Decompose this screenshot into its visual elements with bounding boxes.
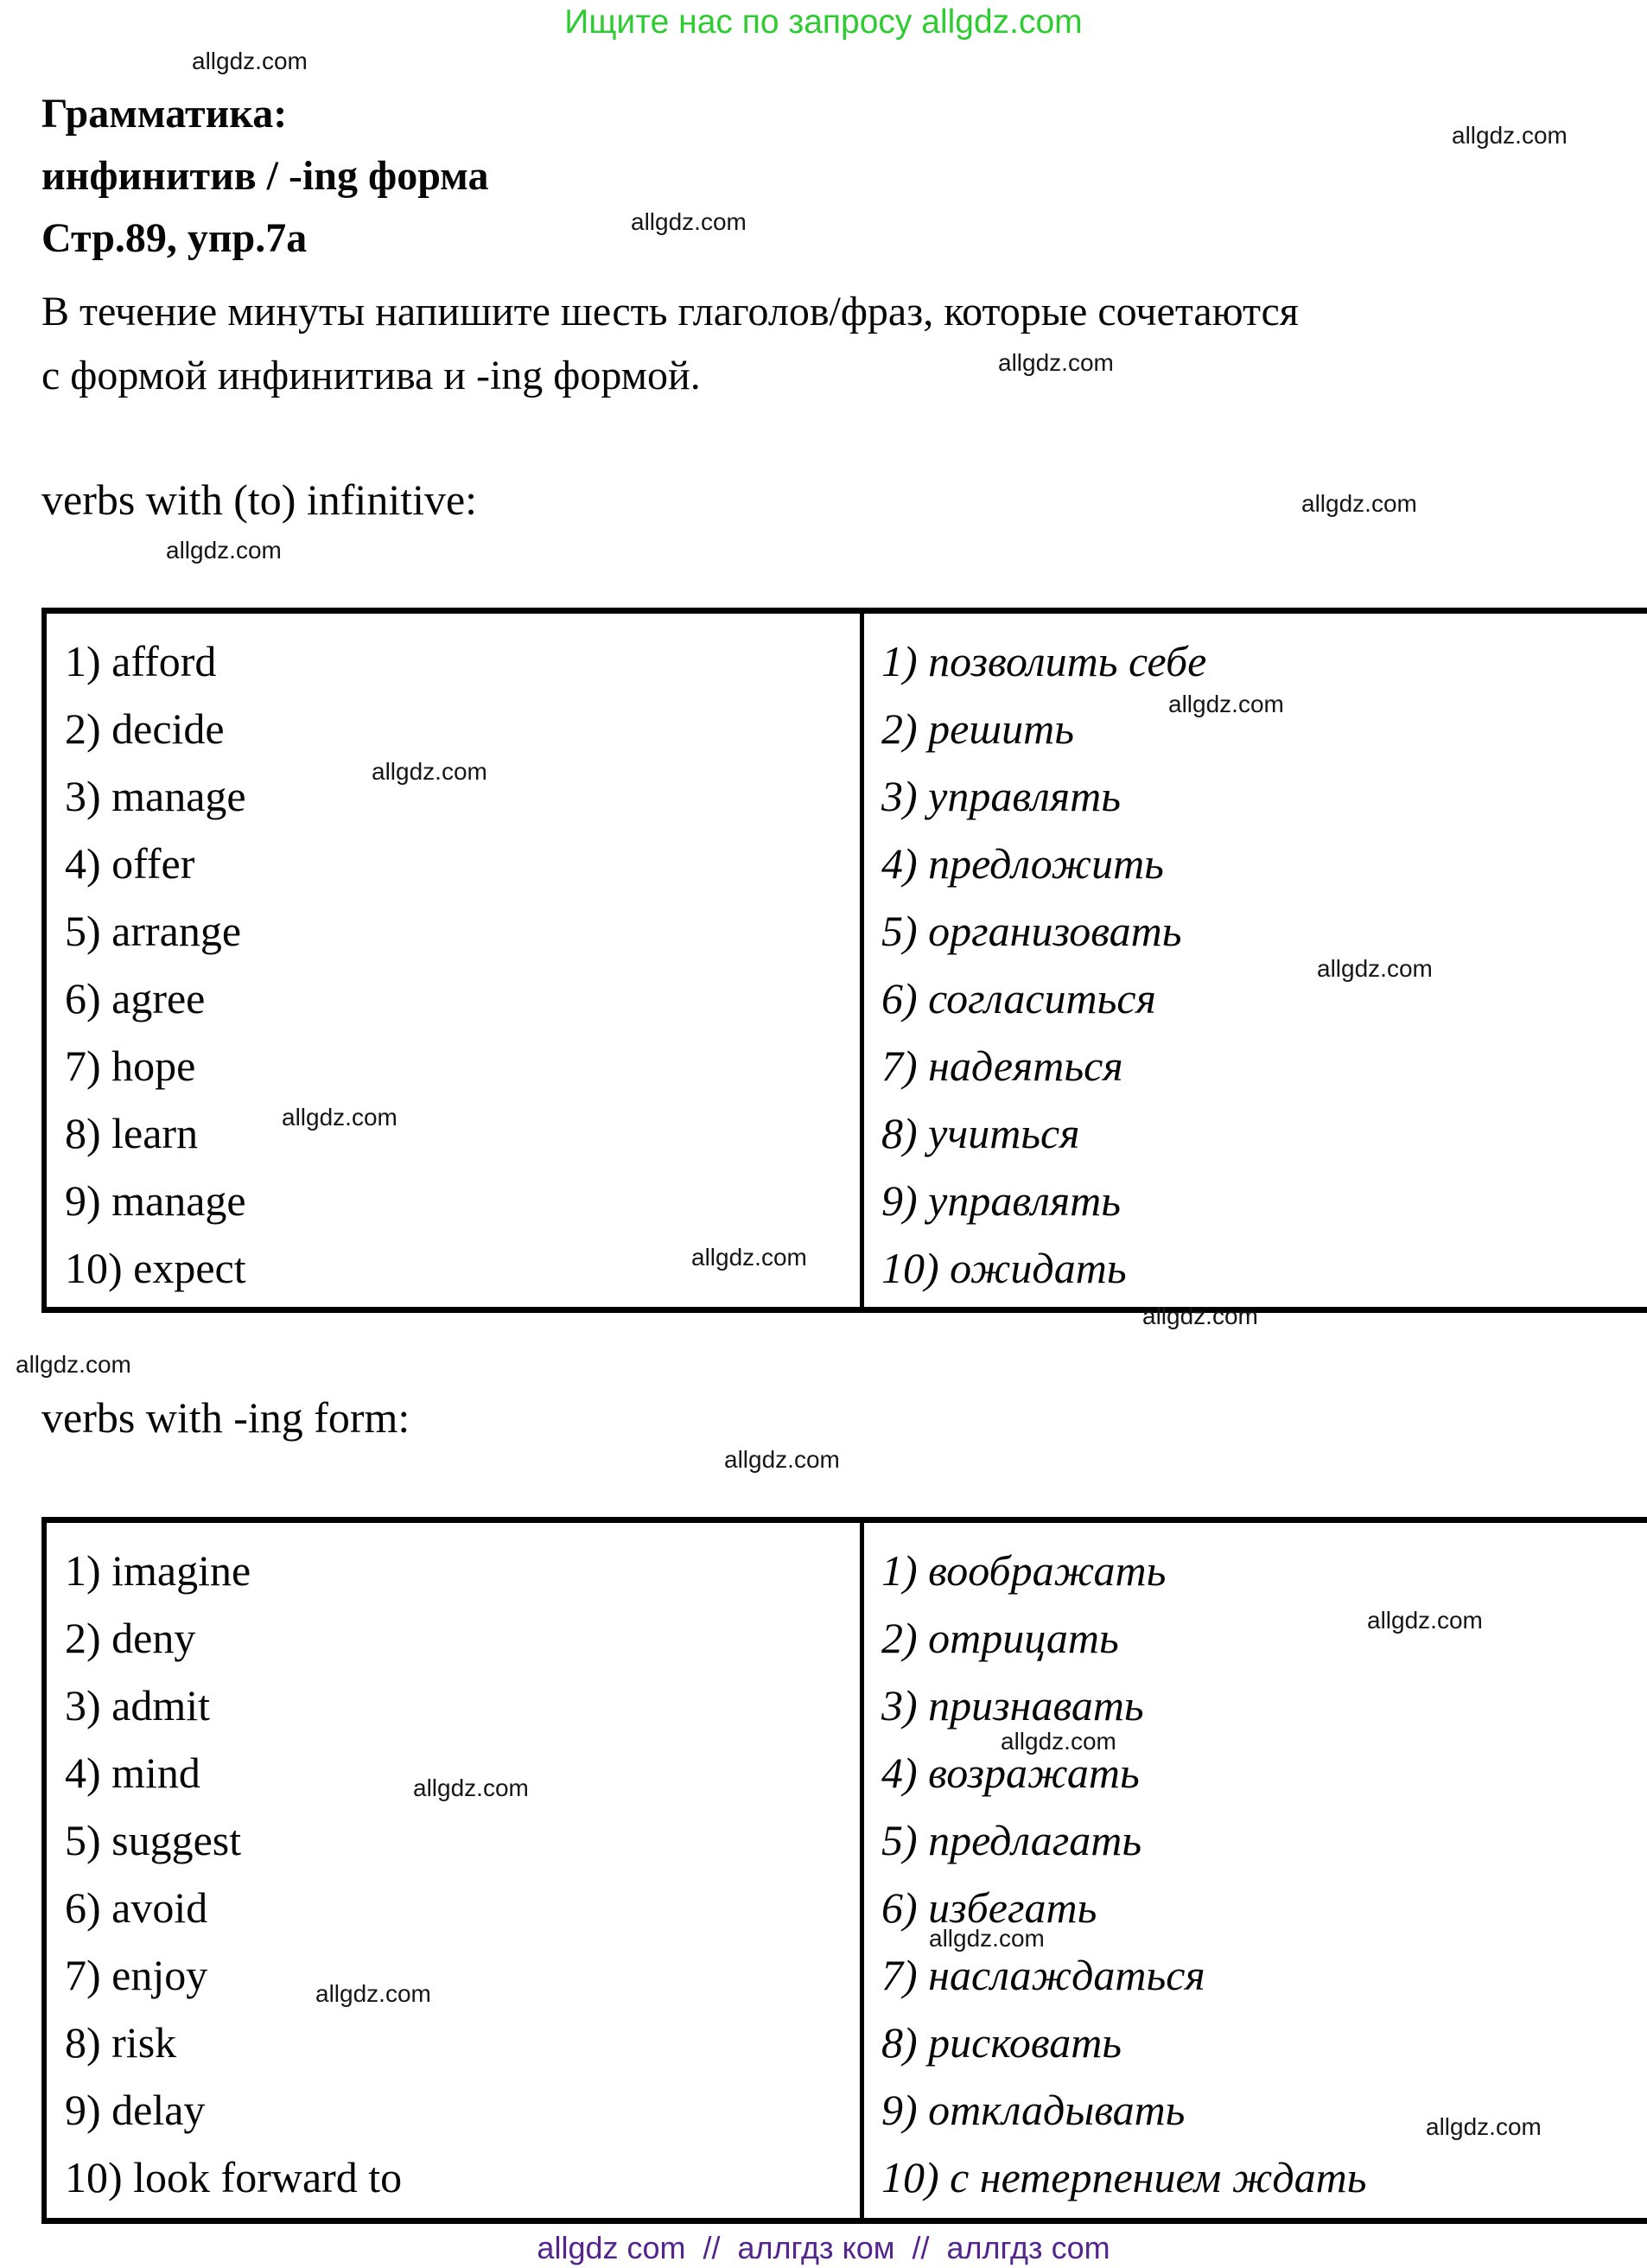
table2-left-border xyxy=(41,1517,47,2224)
table2-russian-column xyxy=(881,1537,1642,2211)
watermark: allgdz.com xyxy=(16,1351,131,1378)
watermark: allgdz.com xyxy=(929,1925,1045,1952)
table2-cell-en-8: 8) risk xyxy=(65,2018,177,2067)
table2-english-column xyxy=(65,1537,825,2211)
title-line-3: Стр.89, упр.7а xyxy=(41,215,308,261)
page-title xyxy=(41,83,489,270)
table1-cell-ru-7: 7) надеяться xyxy=(881,1042,1123,1090)
table1-cell-ru-5: 5) организовать xyxy=(881,907,1182,955)
table1-cell-ru-2: 2) решить xyxy=(881,704,1074,753)
table2-cell-en-2: 2) deny xyxy=(65,1614,196,1662)
watermark: allgdz.com xyxy=(413,1774,529,1801)
table2-cell-en-5: 5) suggest xyxy=(65,1816,242,1864)
title-line-2: инфинитив / -ing форма xyxy=(41,153,489,199)
table1-cell-ru-3: 3) управлять xyxy=(881,772,1121,820)
table1-cell-en-7: 7) hope xyxy=(65,1042,196,1090)
watermark: allgdz.com xyxy=(691,1244,807,1271)
table1-cell-ru-9: 9) управлять xyxy=(881,1176,1121,1225)
title-line-1: Грамматика: xyxy=(41,91,288,137)
watermark: allgdz.com xyxy=(1317,955,1433,982)
watermark: allgdz.com xyxy=(1426,2113,1542,2140)
table2-cell-en-10: 10) look forward to xyxy=(65,2153,403,2201)
table2-cell-ru-3: 3) признавать xyxy=(881,1681,1144,1730)
watermark: allgdz.com xyxy=(372,758,487,785)
watermark: allgdz.com xyxy=(282,1104,397,1131)
watermark: allgdz.com xyxy=(724,1446,840,1473)
table1-cell-en-6: 6) agree xyxy=(65,974,206,1023)
table1-cell-ru-6: 6) согласиться xyxy=(881,974,1156,1023)
table1-russian-column xyxy=(881,628,1642,1302)
table2-cell-ru-1: 1) воображать xyxy=(881,1546,1167,1595)
watermark: allgdz.com xyxy=(315,1980,431,2007)
table2-cell-ru-10: 10) с нетерпением ждать xyxy=(881,2153,1367,2201)
table1-cell-en-2: 2) decide xyxy=(65,704,225,753)
table1-cell-ru-10: 10) ожидать xyxy=(881,1244,1127,1292)
table1-top-border xyxy=(41,608,1647,614)
table1-cell-en-8: 8) learn xyxy=(65,1109,199,1157)
table2-cell-ru-6: 6) избегать xyxy=(881,1883,1097,1932)
table2-cell-en-4: 4) mind xyxy=(65,1749,200,1797)
table1-english-column xyxy=(65,628,825,1302)
table2-cell-en-9: 9) delay xyxy=(65,2086,206,2134)
table1-bottom-border xyxy=(41,1307,1647,1313)
table1-cell-en-4: 4) offer xyxy=(65,839,195,888)
table2-cell-en-7: 7) enjoy xyxy=(65,1951,208,1999)
table2-cell-ru-9: 9) откладывать xyxy=(881,2086,1186,2134)
watermark: allgdz.com xyxy=(192,48,308,74)
table1-cell-en-3: 3) manage xyxy=(65,772,246,820)
table2-cell-en-3: 3) admit xyxy=(65,1681,211,1730)
table2-cell-en-6: 6) avoid xyxy=(65,1883,208,1932)
table2-column-divider xyxy=(860,1517,864,2224)
table1-cell-ru-8: 8) учиться xyxy=(881,1109,1080,1157)
watermark: allgdz.com xyxy=(1142,1303,1258,1329)
table1-cell-ru-4: 4) предложить xyxy=(881,839,1164,888)
table2-bottom-border xyxy=(41,2218,1647,2224)
watermark: allgdz.com xyxy=(1452,122,1568,149)
table2-cell-ru-7: 7) наслаждаться xyxy=(881,1951,1205,1999)
table1-left-border xyxy=(41,608,47,1313)
section2-label: verbs with -ing form: xyxy=(41,1393,410,1442)
watermark: allgdz.com xyxy=(998,349,1114,376)
table1-cell-en-5: 5) arrange xyxy=(65,907,242,955)
table1-cell-en-10: 10) expect xyxy=(65,1244,246,1292)
table2-cell-ru-8: 8) рисковать xyxy=(881,2018,1122,2067)
task-line-2: с формой инфинитива и -ing формой. xyxy=(41,353,701,398)
task-text xyxy=(41,280,1299,408)
watermark: allgdz.com xyxy=(1301,490,1417,517)
table2-cell-ru-5: 5) предлагать xyxy=(881,1816,1142,1864)
section1-label: verbs with (to) infinitive: xyxy=(41,475,478,524)
table1-cell-ru-1: 1) позволить себе xyxy=(881,637,1207,685)
table1-cell-en-1: 1) afford xyxy=(65,637,217,685)
task-line-1: В течение минуты напишите шесть глаголов/фраз, которые сочетаются xyxy=(41,289,1299,334)
table2-top-border xyxy=(41,1517,1647,1523)
footer-line: allgdz com // аллгдз ком // аллгдз com xyxy=(537,2230,1110,2265)
table2-cell-ru-4: 4) возражать xyxy=(881,1749,1140,1797)
table2-cell-ru-2: 2) отрицать xyxy=(881,1614,1119,1662)
watermark: allgdz.com xyxy=(631,208,747,235)
table1-cell-en-9: 9) manage xyxy=(65,1176,246,1225)
table2-cell-en-1: 1) imagine xyxy=(65,1546,251,1595)
watermark: allgdz.com xyxy=(166,537,282,564)
watermark: allgdz.com xyxy=(1367,1607,1483,1634)
top-banner: Ищите нас по запросу allgdz.com xyxy=(564,3,1083,41)
table1-column-divider xyxy=(860,608,864,1313)
watermark: allgdz.com xyxy=(1001,1728,1116,1755)
watermark: allgdz.com xyxy=(1168,691,1284,717)
